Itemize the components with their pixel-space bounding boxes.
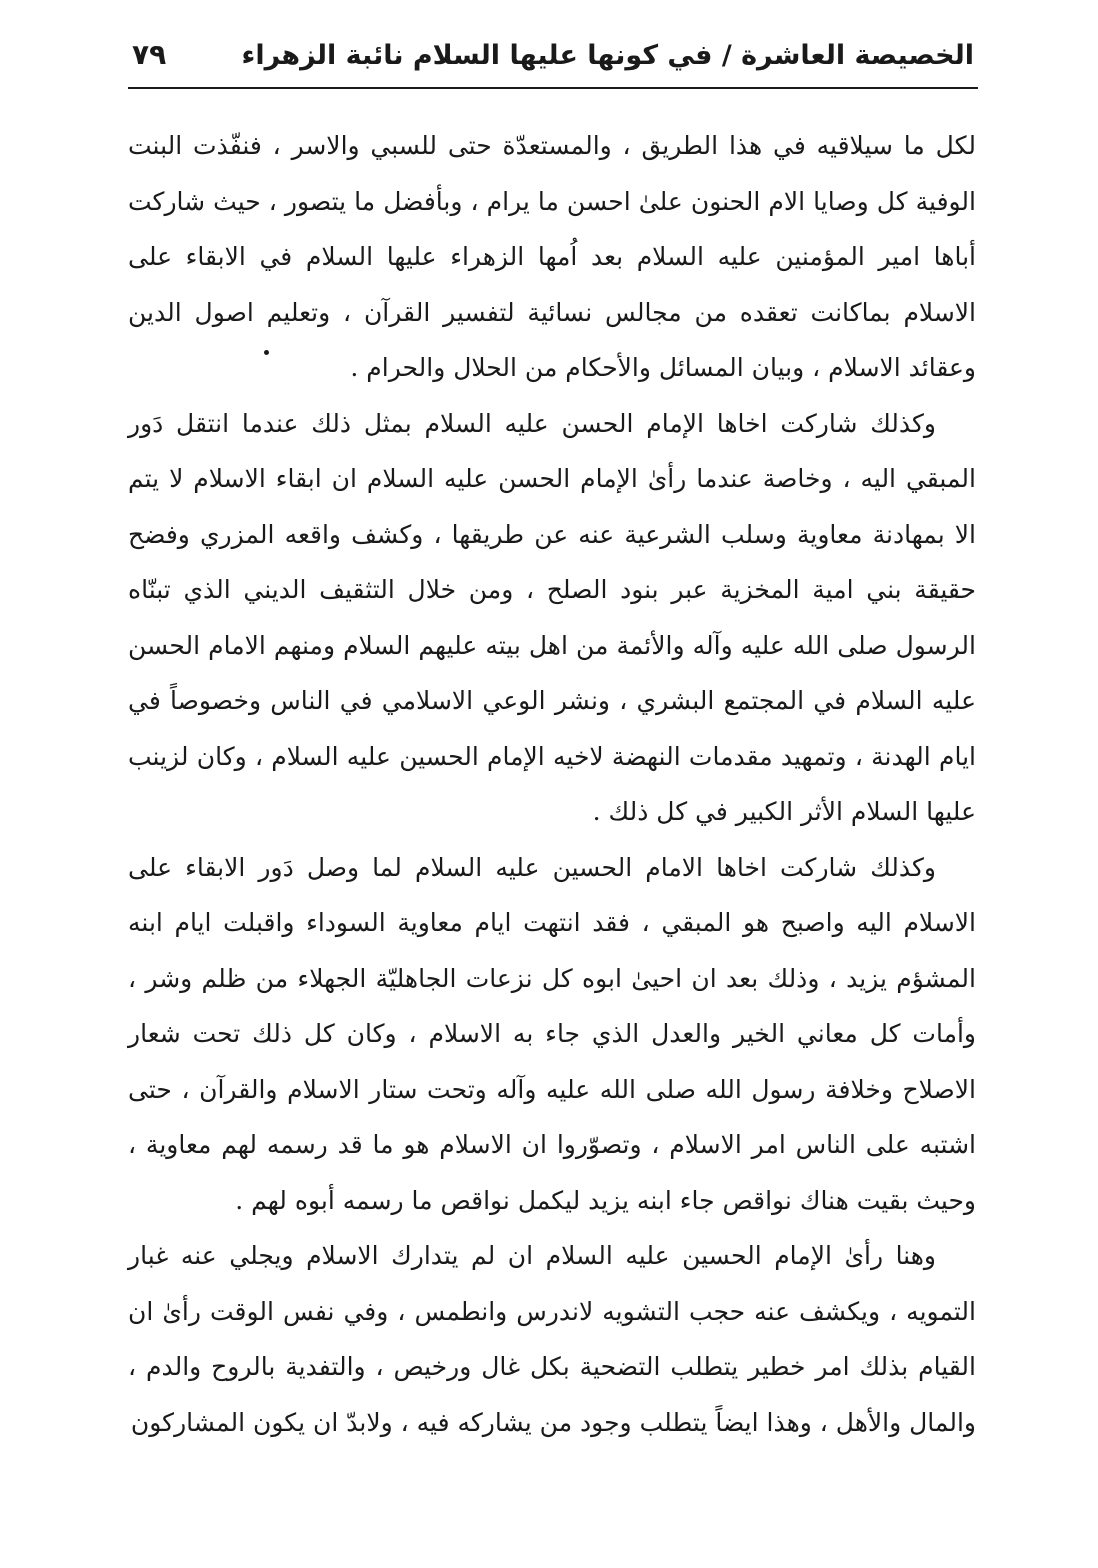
page-number: ٧٩ bbox=[132, 38, 167, 71]
chapter-title: الخصيصة العاشرة / في كونها عليها السلام نائبة الزهراء bbox=[241, 40, 974, 71]
paragraph-1: لكل ما سيلاقيه في هذا الطريق ، والمستعدّة حتى للسبي والاسر ، فنفّذت البنت الوفية كل وصايا الام الحنون علىٰ احسن ما يرام ، وبأفضل ما يتصور ، حيث شاركت أباها امير المؤمنين عليه السلام بعد اُمها الزهراء عليها السلام في الابقاء على الاسلام بماكانت تعقده من مجالس نسائية لتفسير القرآن ، وتعليم اصول الدين وعقائد الاسلام ، وبيان المسائل والأحكام من الحلال والحرام . bbox=[128, 131, 976, 382]
header-divider bbox=[128, 87, 978, 89]
running-header bbox=[128, 36, 974, 84]
paragraph-3: وكذلك شاركت اخاها الامام الحسين عليه السلام لما وصل دَور الابقاء على الاسلام اليه واصبح هو المبقي ، فقد انتهت ايام معاوية السوداء واقبلت ايام ابنه المشؤم يزيد ، وذلك بعد ان احيىٰ ابوه كل نزعات الجاهليّة الجهلاء من ظلم وشر ، وأمات كل معاني الخير والعدل الذي جاء به الاسلام ، وكان كل ذلك تحت شعار الاصلاح وخلافة رسول الله صلى الله عليه وآله وتحت ستار الاسلام والقرآن ، حتى اشتبه على الناس امر الاسلام ، وتصوّروا ان الاسلام هو ما قد رسمه لهم معاوية ، وحيث بقيت هناك نواقص جاء ابنه يزيد ليكمل نواقص ما رسمه أبوه لهم . bbox=[128, 852, 976, 1215]
paragraph-4: وهنا رأىٰ الإمام الحسين عليه السلام ان لم يتدارك الاسلام ويجلي عنه غبار التمويه ، ويكشف عنه حجب التشويه لاندرس وانطمس ، وفي نفس الوقت رأىٰ ان القيام بذلك امر خطير يتطلب التضحية بكل غال ورخيص ، والتفدية بالروح والدم ، والمال والأهل ، وهذا ايضاً يتطلب وجود من يشاركه فيه ، ولابدّ ان يكون المشاركون bbox=[128, 1241, 976, 1437]
body-text bbox=[128, 118, 976, 1450]
paragraph-2: وكذلك شاركت اخاها الإمام الحسن عليه السلام بمثل ذلك عندما انتقل دَور المبقي اليه ، وخاصة عندما رأىٰ الإمام الحسن عليه السلام ان ابقاء الاسلام لا يتم الا بمهادنة معاوية وسلب الشرعية عنه عن طريقها ، وكشف واقعه المزري وفضح حقيقة بني امية المخزية عبر بنود الصلح ، ومن خلال التثقيف الديني الذي تبنّاه الرسول صلى الله عليه وآله والأئمة من اهل بيته عليهم السلام ومنهم الامام الحسن عليه السلام في المجتمع البشري ، ونشر الوعي الاسلامي في الناس وخصوصاً في ايام الهدنة ، وتمهيد مقدمات النهضة لاخيه الإمام الحسين عليه السلام ، وكان لزينب عليها السلام الأثر الكبير في كل ذلك . bbox=[128, 408, 976, 826]
